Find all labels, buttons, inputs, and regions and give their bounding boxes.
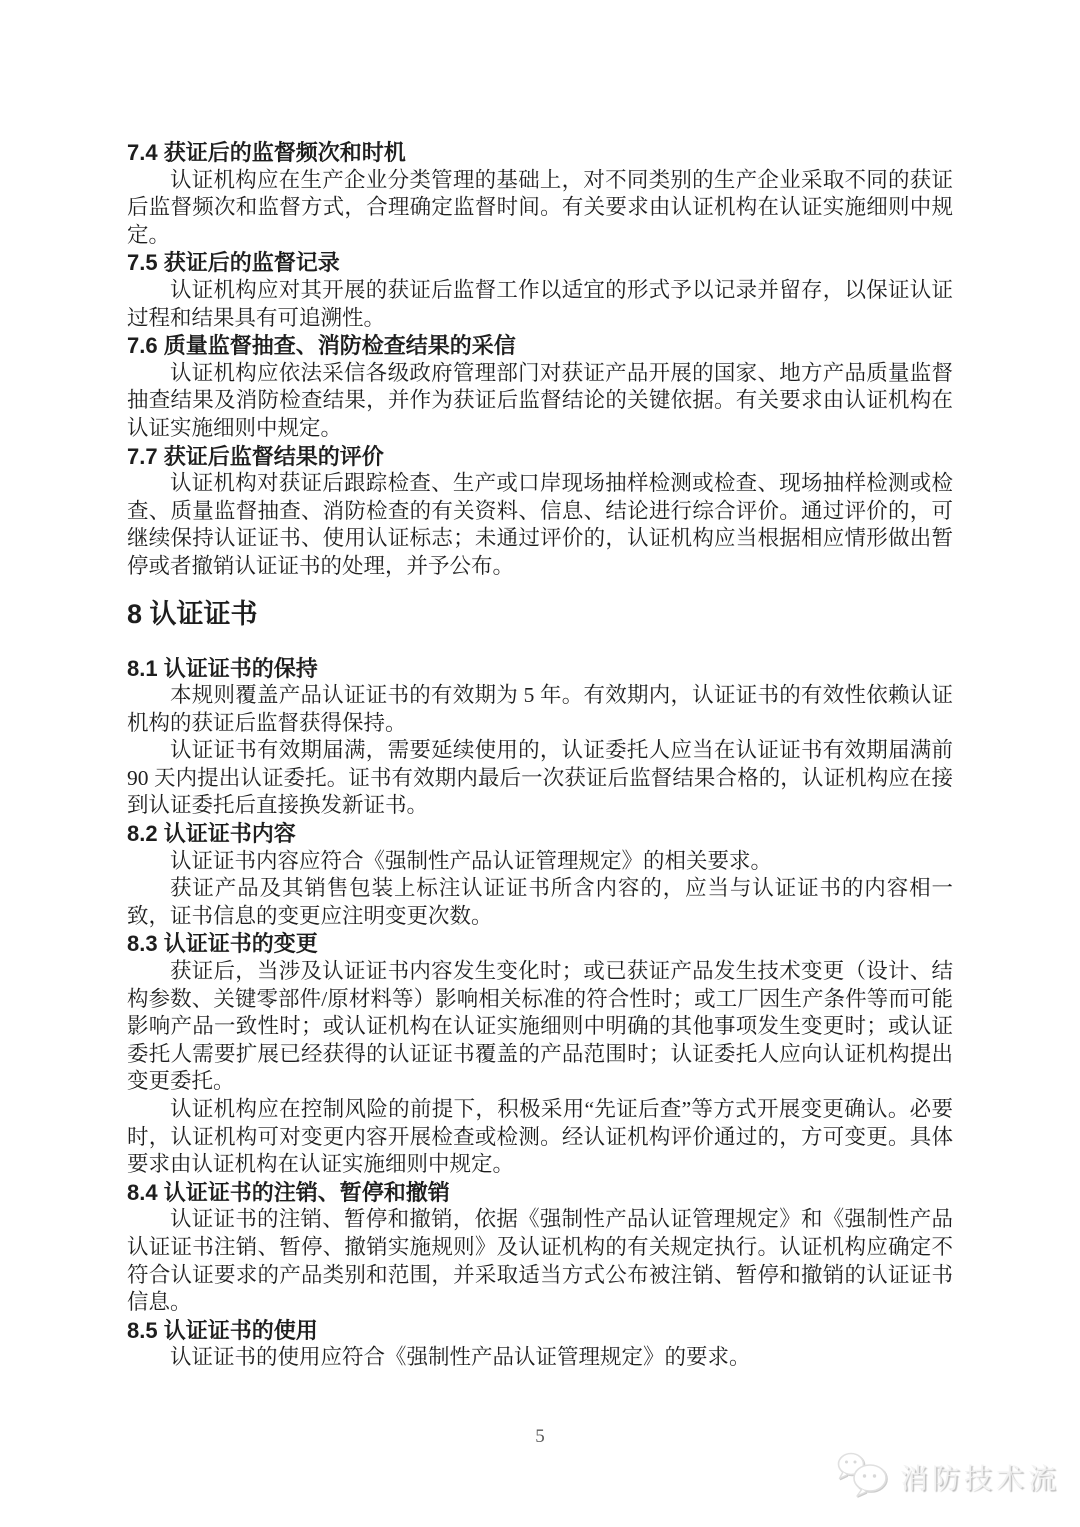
- section-8-5-paragraph-1: 认证证书的使用应符合《强制性产品认证管理规定》的要求。: [170, 1345, 751, 1370]
- section-8-2-paragraph-1: 认证证书内容应符合《强制性产品认证管理规定》的相关要求。: [170, 848, 773, 873]
- section-8-4-paragraph-1: 认证证书的注销、暂停和撤销，依据《强制性产品认证管理规定》和《强制性产品认证证书注销、暂停、撤销实施规则》及认证机构的有关规定执行。认证机构应确定不符合认证要求的产品类别和范围，并采取适当方式公布被注销、暂停和撤销的认证证书信息。: [127, 1207, 953, 1315]
- section-heading-7-5: 7.5 获证后的监督记录: [127, 250, 340, 276]
- section-heading-8-1: 8.1 认证证书的保持: [127, 655, 318, 681]
- section-7-4-paragraph: 认证机构应在生产企业分类管理的基础上，对不同类别的生产企业采取不同的获证后监督频次和监督方式，合理确定监督时间。有关要求由认证机构在认证实施细则中规定。: [127, 167, 953, 247]
- section-heading-7-7: 7.7 获证后监督结果的评价: [127, 443, 384, 469]
- page-footer: [0, 1426, 1080, 1448]
- section-heading-7-4: 7.4 获证后的监督频次和时机: [127, 140, 406, 165]
- document-body: [127, 139, 953, 1372]
- section-heading-8-3: 8.3 认证证书的变更: [127, 931, 318, 957]
- page-number: 5: [535, 1426, 545, 1447]
- section-heading-8-4: 8.4 认证证书的注销、暂停和撤销: [127, 1179, 450, 1205]
- section-heading-7-6: 7.6 质量监督抽查、消防检查结果的采信: [127, 333, 516, 359]
- section-8-3-paragraph-2: 认证机构应在控制风险的前提下，积极采用“先证后查”等方式开展变更确认。必要时，认证机构可对变更内容开展检查或检测。经认证机构评价通过的，方可变更。具体要求由认证机构在认证实施细则中规定。: [127, 1097, 953, 1177]
- watermark: [836, 1450, 1060, 1503]
- section-8-3-paragraph-1: 获证后，当涉及认证证书内容发生变化时；或已获证产品发生技术变更（设计、结构参数、关键零部件/原材料等）影响相关标准的符合性时；或工厂因生产条件等而可能影响产品一致性时；或认证机构在认证实施细则中明确的其他事项发生变更时；或认证委托人需要扩展已经获得的认证证书覆盖的产品范围时；认证委托人应向认证机构提出变更委托。: [127, 959, 953, 1094]
- section-7-5-paragraph: 认证机构应对其开展的获证后监督工作以适宜的形式予以记录并留存，以保证认证过程和结果具有可追溯性。: [127, 277, 953, 330]
- section-8-1-paragraph-2: 认证证书有效期届满，需要延续使用的，认证委托人应当在认证证书有效期届满前 90 天内提出认证委托。证书有效期内最后一次获证后监督结果合格的，认证机构应在接到认证委托后直接换发新证书。: [127, 738, 953, 818]
- watermark-label: 消防技术流: [899, 1462, 1060, 1494]
- section-7-7-paragraph: 认证机构对获证后跟踪检查、生产或口岸现场抽样检测或检查、现场抽样检测或检查、质量监督抽查、消防检查的有关资料、信息、结论进行综合评价。通过评价的，可继续保持认证证书、使用认证标志；未通过评价的，认证机构应当根据相应情形做出暂停或者撤销认证证书的处理，并予公布。: [127, 471, 953, 578]
- chapter-8-title: 8 认证证书: [127, 598, 258, 629]
- section-heading-8-5: 8.5 认证证书的使用: [127, 1317, 318, 1343]
- section-7-6-paragraph: 认证机构应依法采信各级政府管理部门对获证产品开展的国家、地方产品质量监督抽查结果及消防检查结果，并作为获证后监督结论的关键依据。有关要求由认证机构在认证实施细则中规定。: [127, 360, 953, 440]
- section-8-1-paragraph-1: 本规则覆盖产品认证证书的有效期为 5 年。有效期内，认证证书的有效性依赖认证机构的获证后监督获得保持。: [127, 683, 953, 735]
- section-heading-8-2: 8.2 认证证书内容: [127, 821, 296, 847]
- wechat-icon: [836, 1450, 892, 1503]
- section-8-2-paragraph-2: 获证产品及其销售包装上标注认证证书所含内容的，应当与认证证书的内容相一致，证书信息的变更应注明变更次数。: [127, 876, 953, 928]
